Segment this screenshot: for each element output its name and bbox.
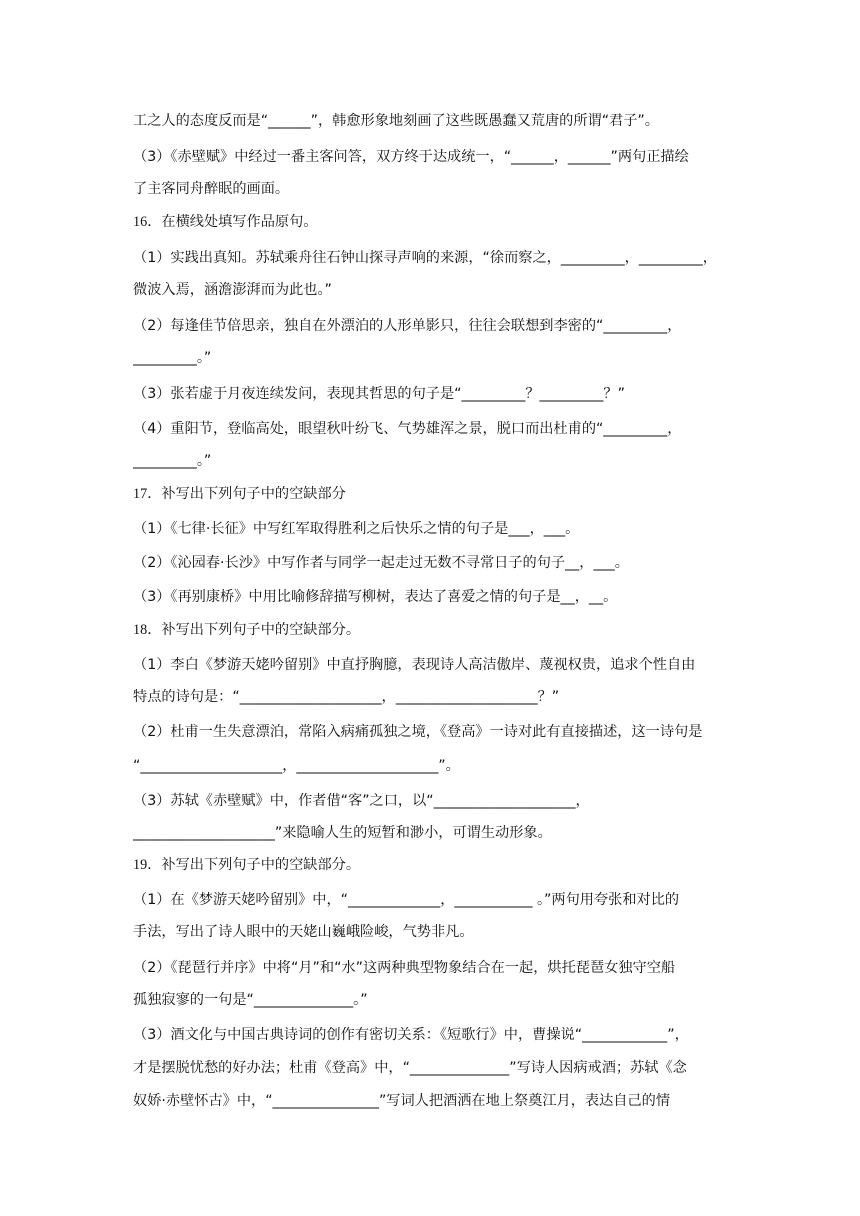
text-line: （3）酒文化与中国古典诗词的创作有密切关系：《短歌行》中，曹操说“____________”， bbox=[133, 1027, 689, 1043]
text-line: _________。” bbox=[133, 350, 212, 366]
text-line: （2）杜甫一生失意漂泊，常陷入病痛孤独之境，《登高》一诗对此有直接描述，这一诗句是 bbox=[133, 724, 703, 740]
text-line: 手法，写出了诗人眼中的天姥山巍峨险峻，气势非凡。 bbox=[133, 924, 474, 940]
text-line: 工之人的态度反而是“______”，韩愈形象地刻画了这些既愚蠢又荒唐的所谓“君子”。 bbox=[133, 113, 659, 129]
text-line: 孤独寂寥的一句是“______________。” bbox=[133, 992, 368, 1008]
text-line: （1）《七律·长征》中写红军取得胜利之后快乐之情的句子是___，___。 bbox=[133, 521, 580, 537]
text-line: 了主客同舟醉眠的画面。 bbox=[133, 181, 290, 197]
text-line: （4）重阳节，登临高处，眼望秋叶纷飞、气势雄浑之景，脱口而出杜甫的“_________， bbox=[133, 421, 682, 437]
text-line: 才是摆脱忧愁的好办法；杜甫《登高》中，“______________”写诗人因病戒酒；苏轼《念 bbox=[133, 1060, 687, 1076]
question-heading: 16．在横线处填写作品原句。 bbox=[133, 214, 318, 230]
text-line: _________。” bbox=[133, 453, 212, 469]
text-line: （1）在《梦游天姥吟留别》中，“_____________，___________ 。”两句用夸张和对比的 bbox=[133, 892, 680, 908]
text-line: （2）《琵琶行并序》中将“月”和“水”这两种典型物象结合在一起，烘托琵琶女独守空船 bbox=[133, 960, 676, 976]
text-line: 特点的诗句是：“____________________，____________________？” bbox=[133, 689, 560, 705]
text-line: （3）《再别康桥》中用比喻修辞描写柳树，表达了喜爱之情的句子是__，__。 bbox=[133, 589, 618, 605]
question-heading: 18．补写出下列句子中的空缺部分。 bbox=[133, 622, 361, 638]
question-heading: 17．补写出下列句子中的空缺部分 bbox=[133, 486, 346, 502]
text-line: （3）苏轼《赤壁赋》中，作者借“客”之口，以“____________________， bbox=[133, 793, 590, 809]
text-line: （1）实践出真知。苏轼乘舟往石钟山探寻声响的来源，“徐而察之，_________，_________， bbox=[133, 250, 717, 266]
text-line: ____________________”来隐喻人生的短暂和渺小，可谓生动形象。 bbox=[133, 825, 552, 841]
question-heading: 19．补写出下列句子中的空缺部分。 bbox=[133, 857, 361, 873]
text-line: 微波入焉，涵澹澎湃而为此也。” bbox=[133, 282, 332, 298]
text-line: 奴娇·赤壁怀古》中，“_______________”写词人把酒洒在地上祭奠江月，表达自己的情 bbox=[133, 1093, 671, 1109]
text-line: （3）《赤壁赋》中经过一番主客问答，双方终于达成统一，“______，______”两句正描绘 bbox=[133, 149, 689, 165]
text-line: （2）《沁园春·长沙》中写作者与同学一起走过无数不寻常日子的句子__，___。 bbox=[133, 555, 629, 571]
text-line: （3）张若虚于月夜连续发问，表现其哲思的句子是“_________？_________？” bbox=[133, 386, 625, 402]
text-line: （2）每逢佳节倍思亲，独自在外漂泊的人形单影只，往往会联想到李密的“_________， bbox=[133, 318, 682, 334]
text-line: “____________________，____________________”。 bbox=[133, 758, 460, 774]
text-line: （1）李白《梦游天姥吟留别》中直抒胸臆，表现诗人高洁傲岸、蔑视权贵，追求个性自由 bbox=[133, 657, 696, 673]
